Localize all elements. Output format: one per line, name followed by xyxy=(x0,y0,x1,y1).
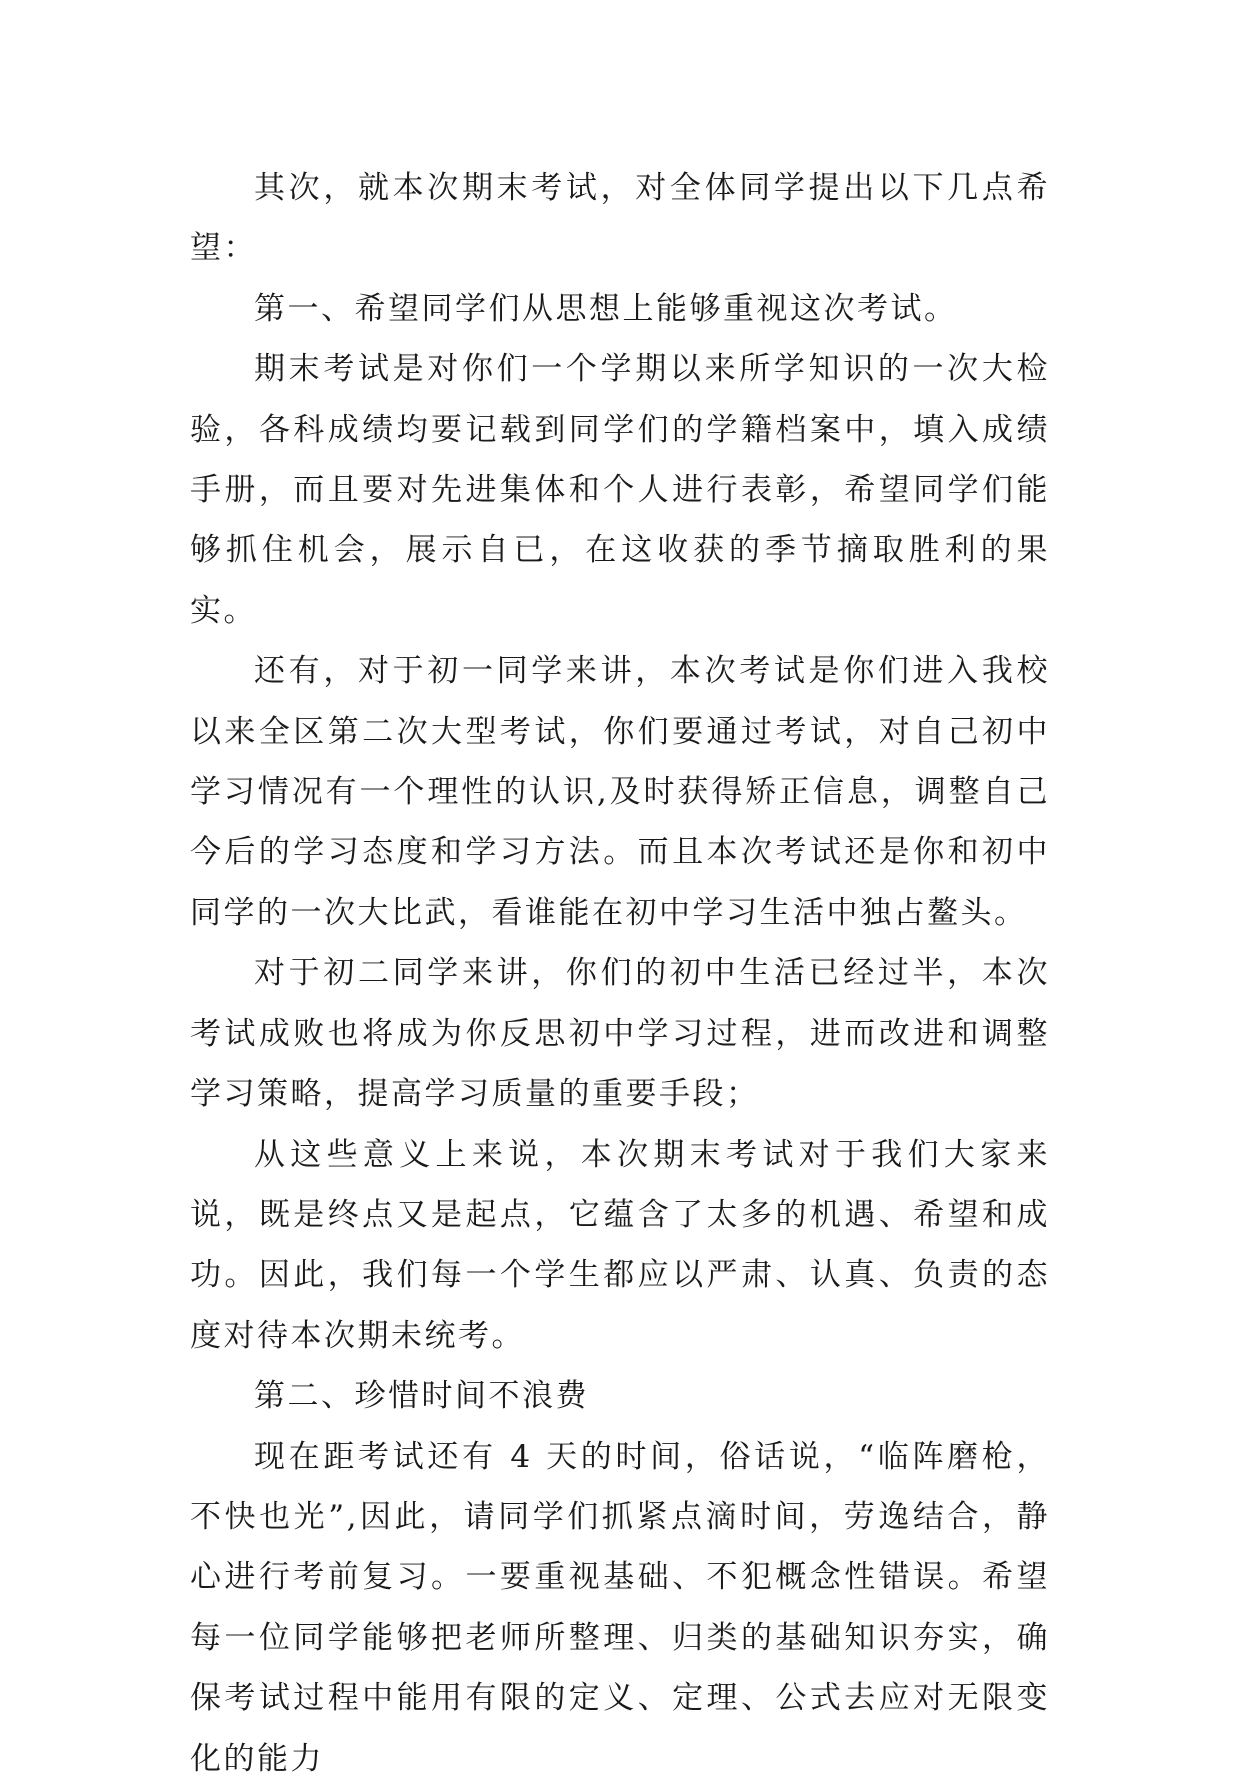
paragraph-meaning: 从这些意义上来说，本次期末考试对于我们大家来说，既是终点又是起点，它蕴含了太多的机遇、希望和成功。因此，我们每一个学生都应以严肃、认真、负责的态度对待本次期未统考。 xyxy=(190,1136,1050,1354)
heading-point-two: 第二、珍惜时间不浪费 xyxy=(254,1378,589,1415)
paragraph-intro: 其次，就本次期末考试，对全体同学提出以下几点希望： xyxy=(190,170,1050,267)
heading-point-one: 第一、希望同学们从思想上能够重视这次考试。 xyxy=(254,290,958,327)
document-body xyxy=(190,158,1050,1789)
paragraph-exam-significance: 期末考试是对你们一个学期以来所学知识的一次大检验，各科成绩均要记载到同学们的学籍档案中，填入成绩手册，而且要对先进集体和个人进行表彰，希望同学们能够抓住机会，展示自已，在这收获的季节摘取胜利的果实。 xyxy=(190,351,1050,629)
paragraph-grade-two: 对于初二同学来讲，你们的初中生活已经过半，本次考试成败也将成为你反思初中学习过程，进而改进和调整学习策略，提高学习质量的重要手段； xyxy=(190,955,1050,1113)
paragraph-grade-one: 还有，对于初一同学来讲，本次考试是你们进入我校以来全区第二次大型考试，你们要通过考试，对自己初中学习情况有一个理性的认识,及时获得矫正信息，调整自己今后的学习态度和学习方法。而且本次考试还是你和初中同学的一次大比武，看谁能在初中学习生活中独占鳌头。 xyxy=(190,653,1050,931)
paragraph-time: 现在距考试还有 4 天的时间，俗话说，“临阵磨枪，不快也光”,因此，请同学们抓紧点滴时间，劳逸结合，静心进行考前复习。一要重视基础、不犯概念性错误。希望每一位同学能够把老师所整理、归类的基础知识夯实，确保考试过程中能用有限的定义、定理、公式去应对无限变化的能力 xyxy=(190,1438,1050,1777)
